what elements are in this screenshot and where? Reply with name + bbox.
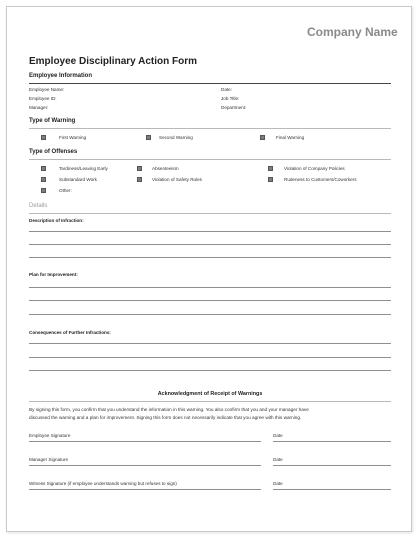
consequences-line[interactable] — [29, 370, 391, 371]
manager-signature-date-label: Date — [273, 457, 283, 462]
absenteeism-checkbox[interactable] — [137, 166, 142, 171]
employee-date-line[interactable] — [273, 441, 391, 442]
company-name: Company Name — [307, 25, 398, 39]
witness-signature-date-label: Date — [273, 481, 283, 486]
tardiness-label: Tardiness/Leaving Early — [59, 166, 108, 171]
acknowledgment-heading: Acknowledgment of Receipt of Warnings — [157, 391, 263, 397]
plan-line[interactable] — [29, 314, 391, 315]
paragraph-line: By signing this form, you confirm that you understand the information in this warning. You also confirm that you and your manager have — [29, 407, 309, 412]
manager-signature-label: Manager Signature — [29, 457, 69, 462]
date-field[interactable]: Date: — [221, 87, 232, 92]
form-page — [6, 6, 412, 532]
witness-signature-label: Witness Signature (if employee understands warning but refuses to sign) — [29, 481, 177, 486]
first-warning-label: First Warning — [59, 135, 87, 140]
paragraph-line: discussed the warning and a plan for improvement. Signing this form does not necessarily indicate that you agree with this warning. — [29, 415, 302, 420]
witness-date-line[interactable] — [273, 489, 391, 490]
section-divider — [29, 401, 391, 402]
manager-field[interactable]: Manager: — [29, 105, 49, 110]
safety-rules-label: Violation of Safety Rules — [152, 177, 202, 182]
section-divider — [29, 213, 391, 214]
other-label: Other: — [59, 188, 72, 193]
offenses-heading: Type of Offenses — [29, 149, 78, 155]
final-warning-label: Final Warning — [276, 135, 305, 140]
manager-signature-line[interactable] — [29, 465, 261, 466]
employee-id-field[interactable]: Employee ID: — [29, 96, 57, 101]
witness-signature-line[interactable] — [29, 489, 261, 490]
department-field[interactable]: Department: — [221, 105, 247, 110]
form-title: Employee Disciplinary Action Form — [29, 56, 198, 67]
description-line[interactable] — [29, 244, 391, 245]
consequences-line[interactable] — [29, 357, 391, 358]
job-title-field[interactable]: Job Title: — [221, 96, 240, 101]
final-warning-checkbox[interactable] — [260, 135, 265, 140]
section-divider — [29, 128, 391, 129]
details-heading: Details — [29, 203, 48, 209]
plan-line[interactable] — [29, 300, 391, 301]
safety-rules-checkbox[interactable] — [137, 177, 142, 182]
employee-signature-label: Employee Signature — [29, 433, 71, 438]
first-warning-checkbox[interactable] — [41, 135, 46, 140]
section-divider — [29, 83, 391, 84]
rudeness-label: Rudeness to Customers/Coworkers — [284, 177, 357, 182]
substandard-work-checkbox[interactable] — [41, 177, 46, 182]
description-line[interactable] — [29, 257, 391, 258]
company-policies-checkbox[interactable] — [268, 166, 273, 171]
consequences-label: Consequences of Further Infractions: — [29, 330, 111, 335]
substandard-work-label: Substandard Work — [59, 177, 97, 182]
plan-label: Plan for Improvement: — [29, 272, 78, 277]
plan-line[interactable] — [29, 287, 391, 288]
description-label: Description of Infraction: — [29, 218, 84, 223]
other-checkbox[interactable] — [41, 188, 46, 193]
employee-signature-date-label: Date — [273, 433, 283, 438]
employee-info-heading: Employee Information — [29, 73, 93, 79]
warning-type-heading: Type of Warning — [29, 118, 76, 124]
employee-signature-line[interactable] — [29, 441, 261, 442]
section-divider — [29, 159, 391, 160]
acknowledgment-paragraph — [29, 406, 391, 422]
consequences-line[interactable] — [29, 343, 391, 344]
description-line[interactable] — [29, 231, 391, 232]
employee-name-field[interactable]: Employee Name: — [29, 87, 65, 92]
manager-date-line[interactable] — [273, 465, 391, 466]
absenteeism-label: Absenteeism — [152, 166, 179, 171]
company-policies-label: Violation of Company Policies — [284, 166, 345, 171]
second-warning-label: Second Warning — [159, 135, 193, 140]
rudeness-checkbox[interactable] — [268, 177, 273, 182]
second-warning-checkbox[interactable] — [146, 135, 151, 140]
tardiness-checkbox[interactable] — [41, 166, 46, 171]
